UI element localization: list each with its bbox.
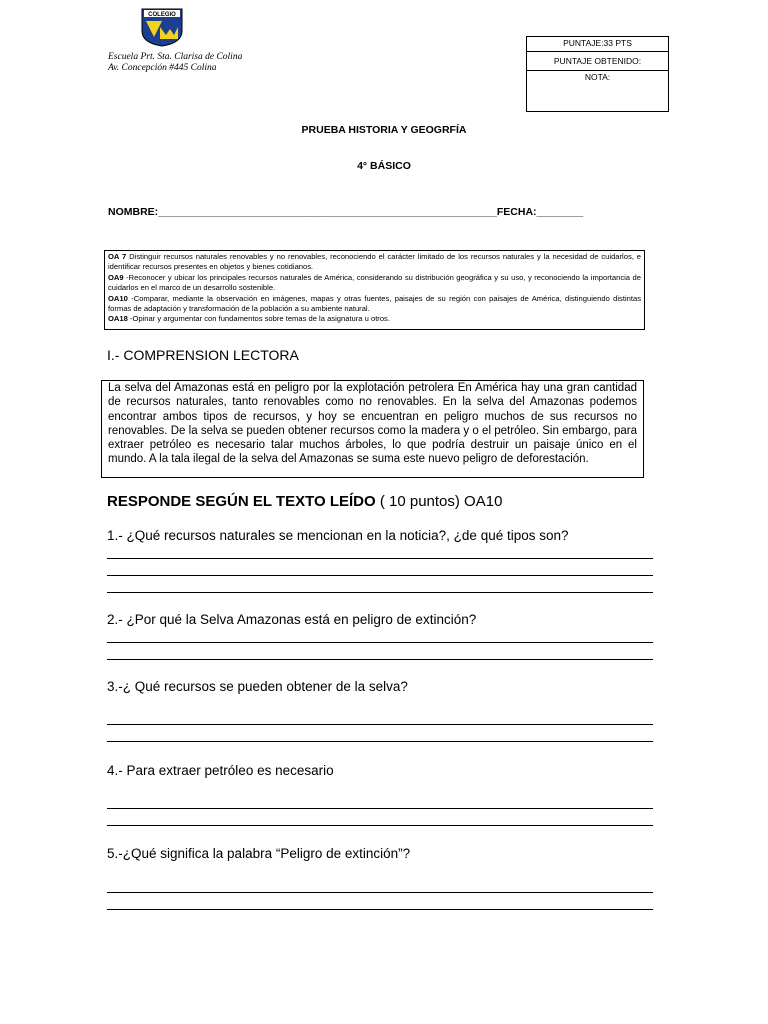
objective: OA 7 Distinguir recursos naturales renovables y no renovables, reconociendo el carácter limitado de los recursos naturales y la necesidad de cuidarlos, e identificar recursos presentes en objetos y bienes cotidianos. — [108, 252, 642, 272]
grade-level: 4° BÁSICO — [357, 160, 411, 172]
school-info — [108, 52, 242, 74]
answer-line[interactable] — [107, 892, 653, 893]
answer-line[interactable] — [107, 575, 653, 576]
answer-line[interactable] — [107, 659, 653, 660]
answer-line[interactable] — [107, 592, 653, 593]
question-3: 3.-¿ Qué recursos se pueden obtener de la selva? — [107, 679, 408, 694]
answer-line[interactable] — [107, 741, 653, 742]
answer-line[interactable] — [107, 825, 653, 826]
reading-passage: La selva del Amazonas está en peligro por la explotación petrolera En América hay una gran cantidad de recursos naturales, tanto renovables como no renovables. En la selva del Amazonas podemos encontrar ambos tipos de recursos, y hoy se encuentran en peligro muchos de sus recursos no renovables. De la selva se pueden obtener recursos como la madera y o el petróleo. Sin embargo, para extraer petróleo es necesario talar muchos árboles, lo que podría destruir un paisaje único en el mundo. A la tala ilegal de la selva del Amazonas se suma este nuevo peligro de deforestación. — [101, 380, 644, 478]
grade-field: NOTA: — [584, 72, 611, 82]
answer-line[interactable] — [107, 724, 653, 725]
objectives-box — [104, 250, 645, 330]
answer-line[interactable] — [107, 558, 653, 559]
school-name: Escuela Prt. Sta. Clarisa de Colina — [108, 52, 243, 62]
logo-text: COLEGIO — [148, 12, 176, 18]
obtained-score: PUNTAJE OBTENIDO: — [527, 51, 668, 71]
section-title: I.- COMPRENSION LECTORA — [107, 347, 299, 363]
answer-line[interactable] — [107, 808, 653, 809]
objective: OA18 -Opinar y argumentar con fundamentos sobre temas de la asignatura u otros. — [108, 314, 390, 324]
question-2: 2.- ¿Por qué la Selva Amazonas está en peligro de extinción? — [107, 612, 477, 627]
question-1: 1.- ¿Qué recursos naturales se mencionan en la noticia?, ¿de qué tipos son? — [107, 528, 569, 543]
objective: OA10 -Comparar, mediante la observación en imágenes, mapas y otras fuentes, paisajes de su región con paisajes de América, distinguiendo distintas formas de adaptación y transformación de la población a su ambiente natural. — [108, 293, 641, 314]
answer-line[interactable] — [107, 642, 653, 643]
instructions: RESPONDE SEGÚN EL TEXTO LEÍDO ( 10 puntos) OA10 — [107, 493, 503, 510]
exam-title: PRUEBA HISTORIA Y GEOGRFÍA — [301, 124, 467, 136]
school-logo — [140, 7, 184, 47]
question-4: 4.- Para extraer petróleo es necesario — [107, 763, 334, 778]
score-box — [526, 36, 669, 112]
objective: OA9 -Reconocer y ubicar los principales recursos naturales de América, considerando su distribución geográfica y su uso, y reconociendo la importancia de cuidarlos en el marco de un desarrollo sostenible. — [108, 272, 641, 293]
total-score: PUNTAJE:33 PTS — [527, 37, 668, 52]
name-date-line: NOMBRE:__________________________________________________________FECHA:________ — [108, 206, 584, 218]
question-5: 5.-¿Qué significa la palabra “Peligro de extinción”? — [107, 846, 411, 861]
school-address: Av. Concepción #445 Colina — [108, 63, 217, 73]
answer-line[interactable] — [107, 909, 653, 910]
